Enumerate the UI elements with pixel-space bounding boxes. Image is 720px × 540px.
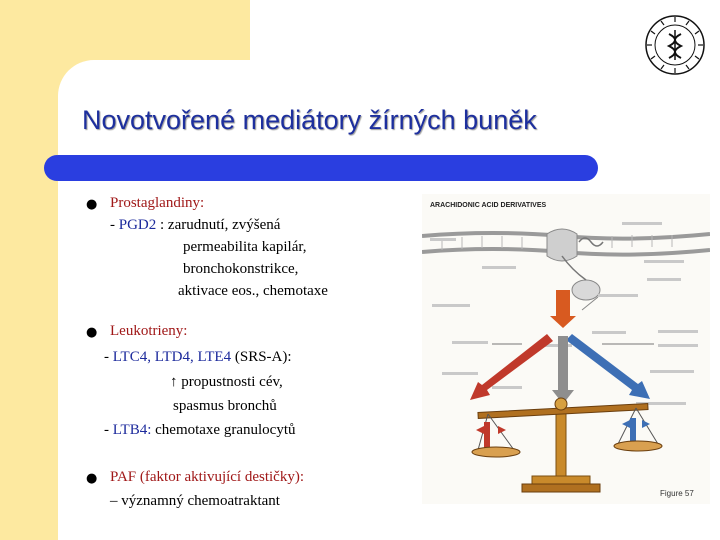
bullet-3-marker: ● [86,471,98,486]
permeability-text: propustnosti cév, [177,374,283,390]
yellow-left-strip [0,60,58,540]
bullet-3-line-1: – významný chemoatraktant [110,493,280,509]
bullet-2-line-2 [170,371,283,393]
university-logo-icon [644,14,706,76]
bullet-2-line-1 [104,346,292,368]
bullet-3-heading: PAF (faktor aktivující destičky): [110,469,305,485]
pgd2-term: PGD2 [118,217,157,233]
bullet-1-heading: Prostaglandiny: [110,195,205,211]
figure-heading: ARACHIDONIC ACID DERIVATIVES [430,202,547,209]
dash: - [110,217,119,233]
pgd2-effect: : zarudnutí, zvýšená [156,217,281,233]
bullet-2-heading: Leukotrieny: [110,323,188,339]
up-arrow-icon: ↑ [170,374,178,390]
ltb4-effect: chemotaxe granulocytů [151,422,296,438]
bullet-1-line-2: permeabilita kapilár, [183,239,307,255]
title-underline-bar [58,155,598,181]
slide-title: Novotvořené mediátory žírných buněk [82,105,537,135]
bullet-2-line-4 [104,419,296,441]
srs-a-label: (SRS-A): [231,349,292,365]
figure-caption: Figure 57 [660,489,694,498]
bullet-2-line-3: spasmus bronchů [173,398,277,414]
bullet-1-line-1 [110,214,280,236]
dash: - [104,349,113,365]
ltb4-term: LTB4: [112,422,152,438]
bullet-1-line-4: aktivace eos., chemotaxe [178,283,328,299]
arachidonic-acid-figure [422,194,710,504]
ltc4-term: LTC4, LTD4, LTE4 [112,349,232,365]
dash: - [104,422,113,438]
bullet-1-line-3: bronchokonstrikce, [183,261,299,277]
bullet-1-marker: ● [86,197,98,212]
bullet-2-marker: ● [86,325,98,340]
